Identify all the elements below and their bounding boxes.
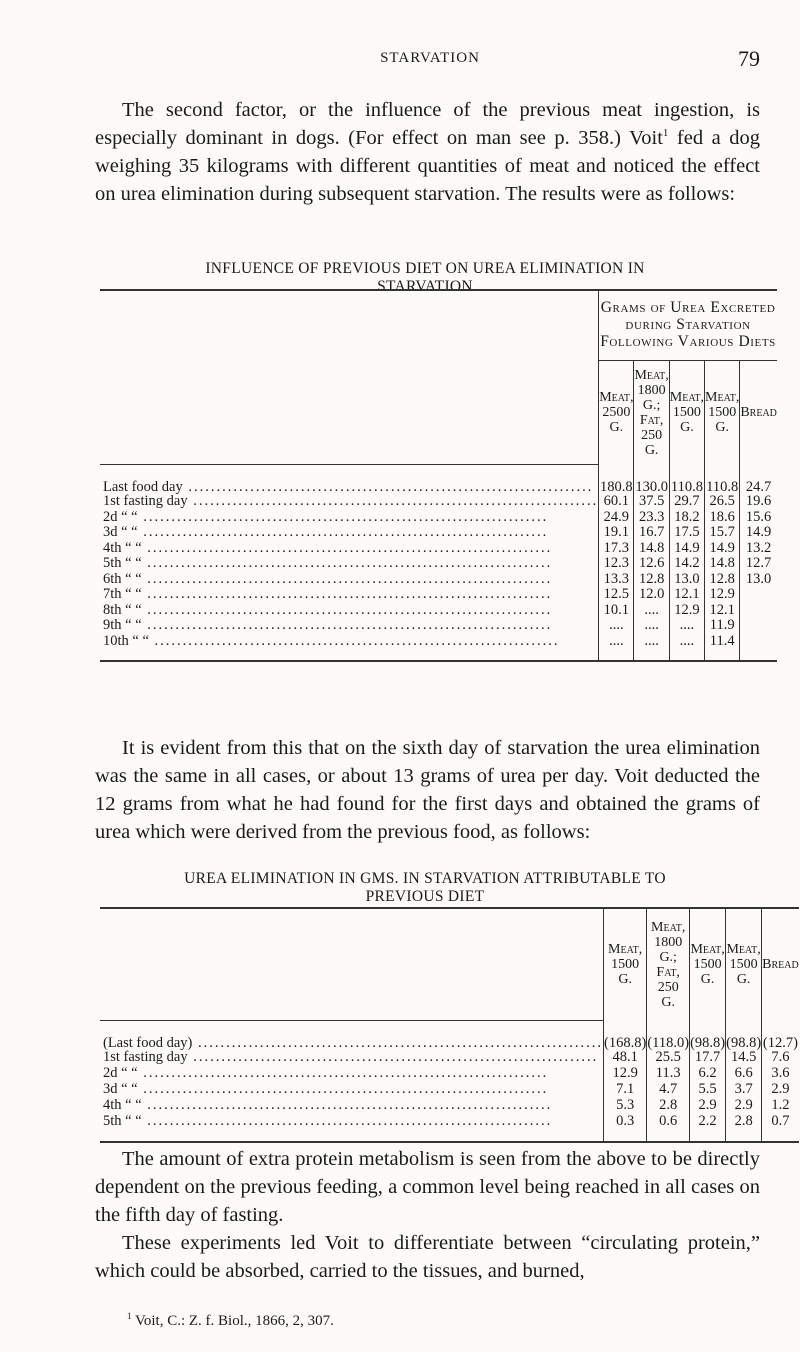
table-cell: .... — [634, 634, 669, 662]
column-header: Meat, 1800 G.; Fat, 250 G. — [647, 908, 690, 1020]
page-header — [100, 46, 760, 76]
table-row — [100, 556, 777, 572]
table-row — [100, 1082, 799, 1098]
table-cell — [740, 618, 777, 634]
table-cell: 12.1 — [705, 603, 740, 619]
table-cell: 11.9 — [705, 618, 740, 634]
table-cell: .... — [599, 618, 634, 634]
table-cell: 12.5 — [599, 587, 634, 603]
row-label: 3d “ “ ..... — [100, 525, 599, 541]
table-cell: 14.2 — [669, 556, 704, 572]
table-cell: 12.6 — [634, 556, 669, 572]
table-cell — [740, 603, 777, 619]
table-cell: 12.8 — [705, 572, 740, 588]
table-cell: 24.9 — [599, 510, 634, 526]
table-cell: 2.8 — [647, 1098, 690, 1114]
table-cell: 18.2 — [669, 510, 704, 526]
table-cell: 19.6 — [740, 494, 777, 510]
table2 — [100, 907, 799, 1143]
table-cell: 7.6 — [762, 1050, 799, 1066]
paragraph-analysis — [95, 734, 760, 846]
table-cell: 12.9 — [669, 603, 704, 619]
table-cell: 14.9 — [705, 541, 740, 557]
running-head: STARVATION — [380, 50, 480, 66]
table-cell: (168.8) — [604, 1020, 647, 1050]
table-cell: 12.9 — [705, 587, 740, 603]
table-row — [100, 603, 777, 619]
column-header: Bread — [762, 908, 799, 1020]
row-label: 5th “ “ ..... — [100, 1114, 604, 1142]
table-cell: 29.7 — [669, 494, 704, 510]
paragraph-conclusion — [95, 1145, 760, 1285]
table-cell: 7.1 — [604, 1082, 647, 1098]
table-cell: 13.3 — [599, 572, 634, 588]
table-row — [100, 1066, 799, 1082]
table-cell: 15.6 — [740, 510, 777, 526]
conclusion-text-2: These experiments led Voit to differentiate between “circulating protein,” which could be absorbed, carried to the tissues, and burned, — [95, 1232, 760, 1282]
table-row — [100, 465, 777, 495]
table-cell: 0.3 — [604, 1114, 647, 1142]
table-row — [100, 510, 777, 526]
table-cell — [740, 634, 777, 662]
table-cell: 12.9 — [604, 1066, 647, 1082]
page-number: 79 — [738, 46, 760, 71]
table-cell: 2.8 — [726, 1114, 762, 1142]
table-cell: 110.8 — [705, 465, 740, 495]
table-cell: 2.9 — [726, 1098, 762, 1114]
paragraph-intro — [95, 96, 760, 208]
table-cell: 48.1 — [604, 1050, 647, 1066]
table-cell: 3.7 — [726, 1082, 762, 1098]
row-label: 1st fasting day ..... — [100, 494, 599, 510]
row-label: 4th “ “ ..... — [100, 1098, 604, 1114]
table-cell: 2.9 — [762, 1082, 799, 1098]
row-label: 3d “ “ ..... — [100, 1082, 604, 1098]
table-cell: .... — [599, 634, 634, 662]
table-cell: (12.7) — [762, 1020, 799, 1050]
table-cell: 26.5 — [705, 494, 740, 510]
table-cell: 10.1 — [599, 603, 634, 619]
table-cell: 6.2 — [690, 1066, 726, 1082]
table2-caption: UREA ELIMINATION IN GMS. IN STARVATION ATTRIBUTABLE TO PREVIOUS DIET — [184, 870, 666, 905]
table-cell: 15.7 — [705, 525, 740, 541]
table-cell: 60.1 — [599, 494, 634, 510]
row-label: 2d “ “ ..... — [100, 510, 599, 526]
table1-group-header: Grams of Urea Excreted during Starvation Following Various Diets — [599, 290, 777, 361]
table-cell: (98.8) — [726, 1020, 762, 1050]
table-cell: 1.2 — [762, 1098, 799, 1114]
table-cell: 14.8 — [705, 556, 740, 572]
column-header: Meat, 1500 G. — [705, 361, 740, 465]
table-cell: 2.9 — [690, 1098, 726, 1114]
table-cell: 110.8 — [669, 465, 704, 495]
table-cell: 11.4 — [705, 634, 740, 662]
table-cell: 12.3 — [599, 556, 634, 572]
conclusion-text-1: The amount of extra protein metabolism is seen from the above to be directly dependent on the previous feeding, a common level being reached in all cases on the fifth day of fasting. — [95, 1148, 760, 1226]
table-row — [100, 494, 777, 510]
row-label: 10th “ “ ..... — [100, 634, 599, 662]
table-row — [100, 1050, 799, 1066]
table-cell: 2.2 — [690, 1114, 726, 1142]
column-header: Bread — [740, 361, 777, 465]
row-label: 7th “ “ ..... — [100, 587, 599, 603]
table-cell: 12.1 — [669, 587, 704, 603]
table-cell: 11.3 — [647, 1066, 690, 1082]
table-cell: .... — [634, 603, 669, 619]
table-row — [100, 541, 777, 557]
table-cell: .... — [634, 618, 669, 634]
table-cell: 17.7 — [690, 1050, 726, 1066]
table-cell: 17.3 — [599, 541, 634, 557]
row-label: 6th “ “ ..... — [100, 572, 599, 588]
row-label: 2d “ “ ..... — [100, 1066, 604, 1082]
table-row — [100, 1114, 799, 1142]
table-cell: (118.0) — [647, 1020, 690, 1050]
table-cell: 0.7 — [762, 1114, 799, 1142]
table-row — [100, 634, 777, 662]
table-cell: 25.5 — [647, 1050, 690, 1066]
table-cell: 19.1 — [599, 525, 634, 541]
row-label: 9th “ “ ..... — [100, 618, 599, 634]
table-cell: 13.2 — [740, 541, 777, 557]
row-label: 1st fasting day ..... — [100, 1050, 604, 1066]
table-row — [100, 525, 777, 541]
column-header: Meat, 1500 G. — [690, 908, 726, 1020]
table-row — [100, 1020, 799, 1050]
table-cell: .... — [669, 634, 704, 662]
table-row — [100, 572, 777, 588]
column-header: Meat, 1500 G. — [604, 908, 647, 1020]
table-cell: .... — [669, 618, 704, 634]
intro-text: The second factor, or the influence of the previous meat ingestion, is especially dominant in dogs. (For effect on man see p. 358.) Voit$^1$ fed a dog weighing 35 kilograms with different quantities of meat and noticed the effect on urea elimination during subsequent starvation. The results were as follows: — [95, 99, 760, 205]
table-cell: 13.0 — [669, 572, 704, 588]
footnote: $^1$ Voit, C.: Z. f. Biol., 1866, 2, 307. — [127, 1311, 334, 1329]
table-cell: 14.8 — [634, 541, 669, 557]
table-cell: 14.9 — [740, 525, 777, 541]
column-header: Meat, 2500 G. — [599, 361, 634, 465]
table-cell: 18.6 — [705, 510, 740, 526]
table-cell: 14.5 — [726, 1050, 762, 1066]
table-cell: 24.7 — [740, 465, 777, 495]
row-label: 5th “ “ ..... — [100, 556, 599, 572]
table-cell: 23.3 — [634, 510, 669, 526]
table-cell: 3.6 — [762, 1066, 799, 1082]
table-cell: (98.8) — [690, 1020, 726, 1050]
table-cell: 12.0 — [634, 587, 669, 603]
table-cell: 130.0 — [634, 465, 669, 495]
table-row — [100, 618, 777, 634]
column-header: Meat, 1500 G. — [669, 361, 704, 465]
table-cell: 12.8 — [634, 572, 669, 588]
table-cell: 12.7 — [740, 556, 777, 572]
column-header: Meat, 1500 G. — [726, 908, 762, 1020]
table-cell — [740, 587, 777, 603]
table-cell: 180.8 — [599, 465, 634, 495]
table-cell: 13.0 — [740, 572, 777, 588]
table-cell: 5.3 — [604, 1098, 647, 1114]
row-label: 4th “ “ ..... — [100, 541, 599, 557]
row-label: (Last food day) ..... — [100, 1020, 604, 1050]
table-cell: 14.9 — [669, 541, 704, 557]
table-cell: 4.7 — [647, 1082, 690, 1098]
table-cell: 6.6 — [726, 1066, 762, 1082]
table-cell: 0.6 — [647, 1114, 690, 1142]
analysis-text: It is evident from this that on the sixth day of starvation the urea elimination was the same in all cases, or about 13 grams of urea per day. Voit deducted the 12 grams from what he had found for the first days and obtained the grams of urea which were derived from the previous food, as follows: — [95, 737, 760, 843]
table-row — [100, 587, 777, 603]
table-cell: 5.5 — [690, 1082, 726, 1098]
table-cell: 16.7 — [634, 525, 669, 541]
table-cell: 17.5 — [669, 525, 704, 541]
footnote-ref: 1 — [662, 127, 669, 140]
row-label: Last food day ..... — [100, 465, 599, 495]
table-cell: 37.5 — [634, 494, 669, 510]
table1 — [100, 289, 777, 662]
table1-caption: INFLUENCE OF PREVIOUS DIET ON UREA ELIMINATION IN STARVATION — [205, 260, 645, 295]
table-row — [100, 1098, 799, 1114]
column-header: Meat, 1800 G.; Fat, 250 G. — [634, 361, 669, 465]
row-label: 8th “ “ ..... — [100, 603, 599, 619]
